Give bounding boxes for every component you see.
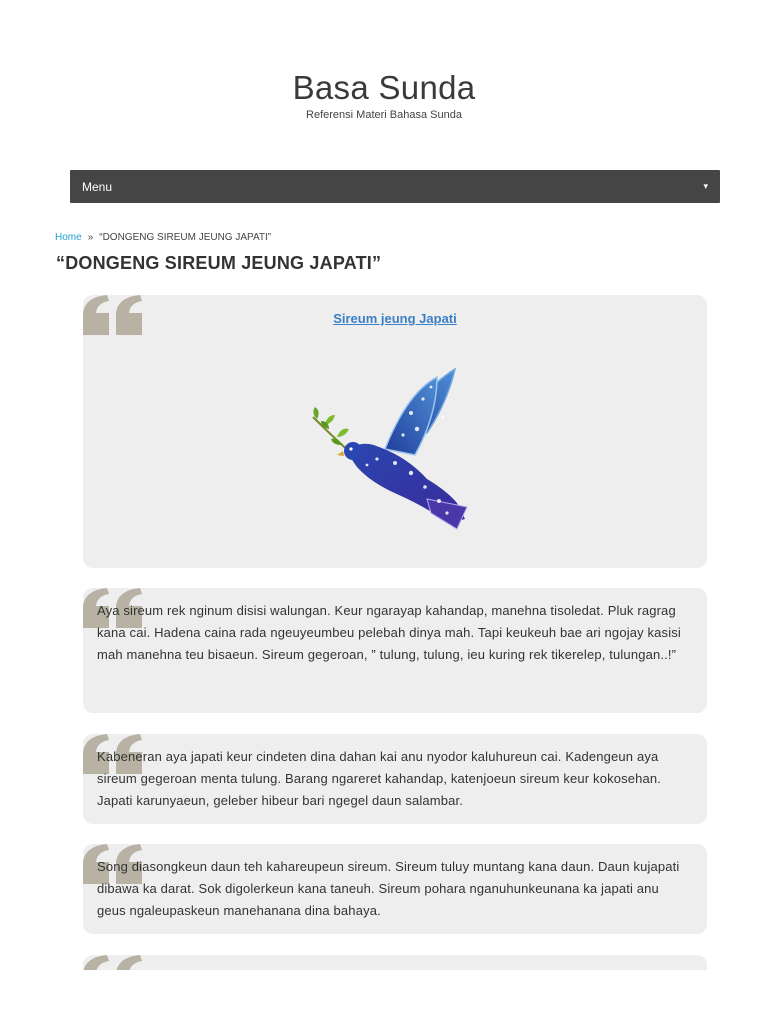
quote-box-paragraph-3	[83, 844, 707, 934]
image-caption-link[interactable]: Sireum jeung Japati	[333, 311, 457, 326]
quote-box-paragraph-2	[83, 734, 707, 824]
page-bottom-cutoff	[0, 970, 768, 1024]
breadcrumb-current: “DONGENG SIREUM JEUNG JAPATI”	[99, 232, 272, 243]
menu-dropdown-icon[interactable]: ▾	[703, 181, 708, 191]
breadcrumb-home-link[interactable]: Home	[55, 232, 82, 243]
breadcrumb-separator: »	[87, 232, 94, 243]
story-paragraph: Aya sireum rek nginum disisi walungan. Keur ngarayap kahandap, manehna tisoledat. Pluk ragrag kana cai. Hadena caina rada ngeuyeumbeu pelebah dinya mah. Tapi keukeuh bae ari ngojay kasisi mah manehna teu bisaeun. Sireum gegeroan, ” tulung, tulung, ieu kuring rek tikerelep, tulungan..!”	[97, 603, 681, 662]
story-paragraph: Kabeneran aya japati keur cindeten dina dahan kai anu nyodor kaluhureun cai. Kadengeun aya sireum gegeroan menta tulung. Barang ngareret kahandap, katenjoeun sireum keur kokosehan. Japati karunyaeun, geleber hibeur bari ngegel daun salambar.	[97, 749, 662, 808]
site-title[interactable]: Basa Sunda	[292, 69, 476, 106]
menu-bar[interactable]	[70, 170, 720, 203]
quote-box-image	[83, 295, 707, 568]
breadcrumb	[55, 232, 271, 243]
dove-illustration	[307, 363, 487, 538]
site-description: Referensi Materi Bahasa Sunda	[306, 109, 462, 121]
story-paragraph: Song diasongkeun daun teh kahareupeun sireum. Sireum tuluy muntang kana daun. Daun kujapati dibawa ka darat. Sok digolerkeun kana taneuh. Sireum pohara nganuhunkeunana ka japati anu geus ngaleupaskeun manehanana dina bahaya.	[97, 859, 680, 918]
menu-label: Menu	[82, 179, 113, 194]
page-title: “DONGENG SIREUM JEUNG JAPATI”	[56, 253, 382, 273]
quote-box-paragraph-1	[83, 588, 707, 713]
site-header	[0, 0, 768, 121]
